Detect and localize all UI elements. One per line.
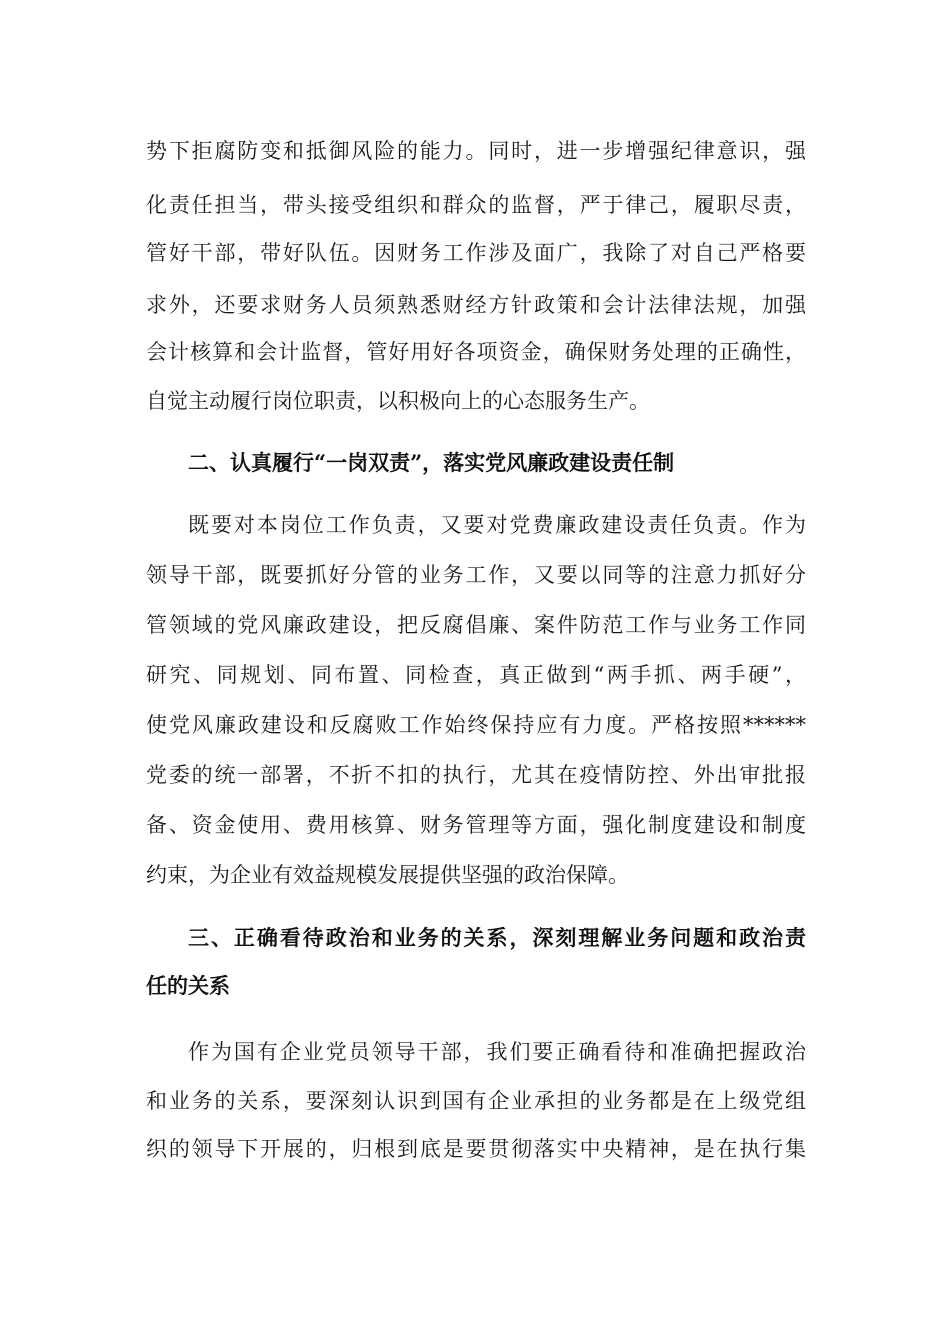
text-line: 和业务的关系，要深刻认识到国有企业承担的业务都是在上级党组 [146,1089,806,1113]
text-line: 既要对本岗位工作负责，又要对党费廉政建设责任负责。作为 [188,513,806,537]
text-line: 管领域的党风廉政建设，把反腐倡廉、案件防范工作与业务工作同 [146,613,806,637]
text-line: 求外，还要求财务人员须熟悉财经方针政策和会计法律法规，加强 [146,293,806,317]
text-line: 约束，为企业有效益规模发展提供坚强的政治保障。 [146,863,629,887]
section-heading: 二、认真履行“一岗双责”，落实党风廉政建设责任制 [188,450,675,475]
text-line: 会计核算和会计监督，管好用好各项资金，确保财务处理的正确性， [146,340,806,364]
text-line: 研究、同规划、同布置、同检查，真正做到“两手抓、两手硬”， [146,663,806,687]
text-line: 使党风廉政建设和反腐败工作始终保持应有力度。严格按照****** [146,713,806,737]
text-line: 势下拒腐防变和抵御风险的能力。同时，进一步增强纪律意识，强 [146,139,806,163]
text-line: 作为国有企业党员领导干部，我们要正确看待和准确把握政治 [188,1040,806,1064]
text-line: 自觉主动履行岗位职责，以积极向上的心态服务生产。 [146,389,650,413]
text-line: 织的领导下开展的，归根到底是要贯彻落实中央精神，是在执行集 [146,1137,806,1161]
text-line: 党委的统一部署，不折不扣的执行，尤其在疫情防控、外出审批报 [146,763,806,787]
text-line: 管好干部，带好队伍。因财务工作涉及面广，我除了对自己严格要 [146,241,806,265]
text-line: 化责任担当，带头接受组织和群众的监督，严于律己，履职尽责， [146,193,806,217]
section-heading-continued: 任的关系 [146,973,230,998]
text-line: 领导干部，既要抓好分管的业务工作，又要以同等的注意力抓好分 [146,563,806,587]
text-line: 备、资金使用、费用核算、财务管理等方面，强化制度建设和制度 [146,813,806,837]
section-heading: 三、正确看待政治和业务的关系，深刻理解业务问题和政治责 [188,925,806,950]
